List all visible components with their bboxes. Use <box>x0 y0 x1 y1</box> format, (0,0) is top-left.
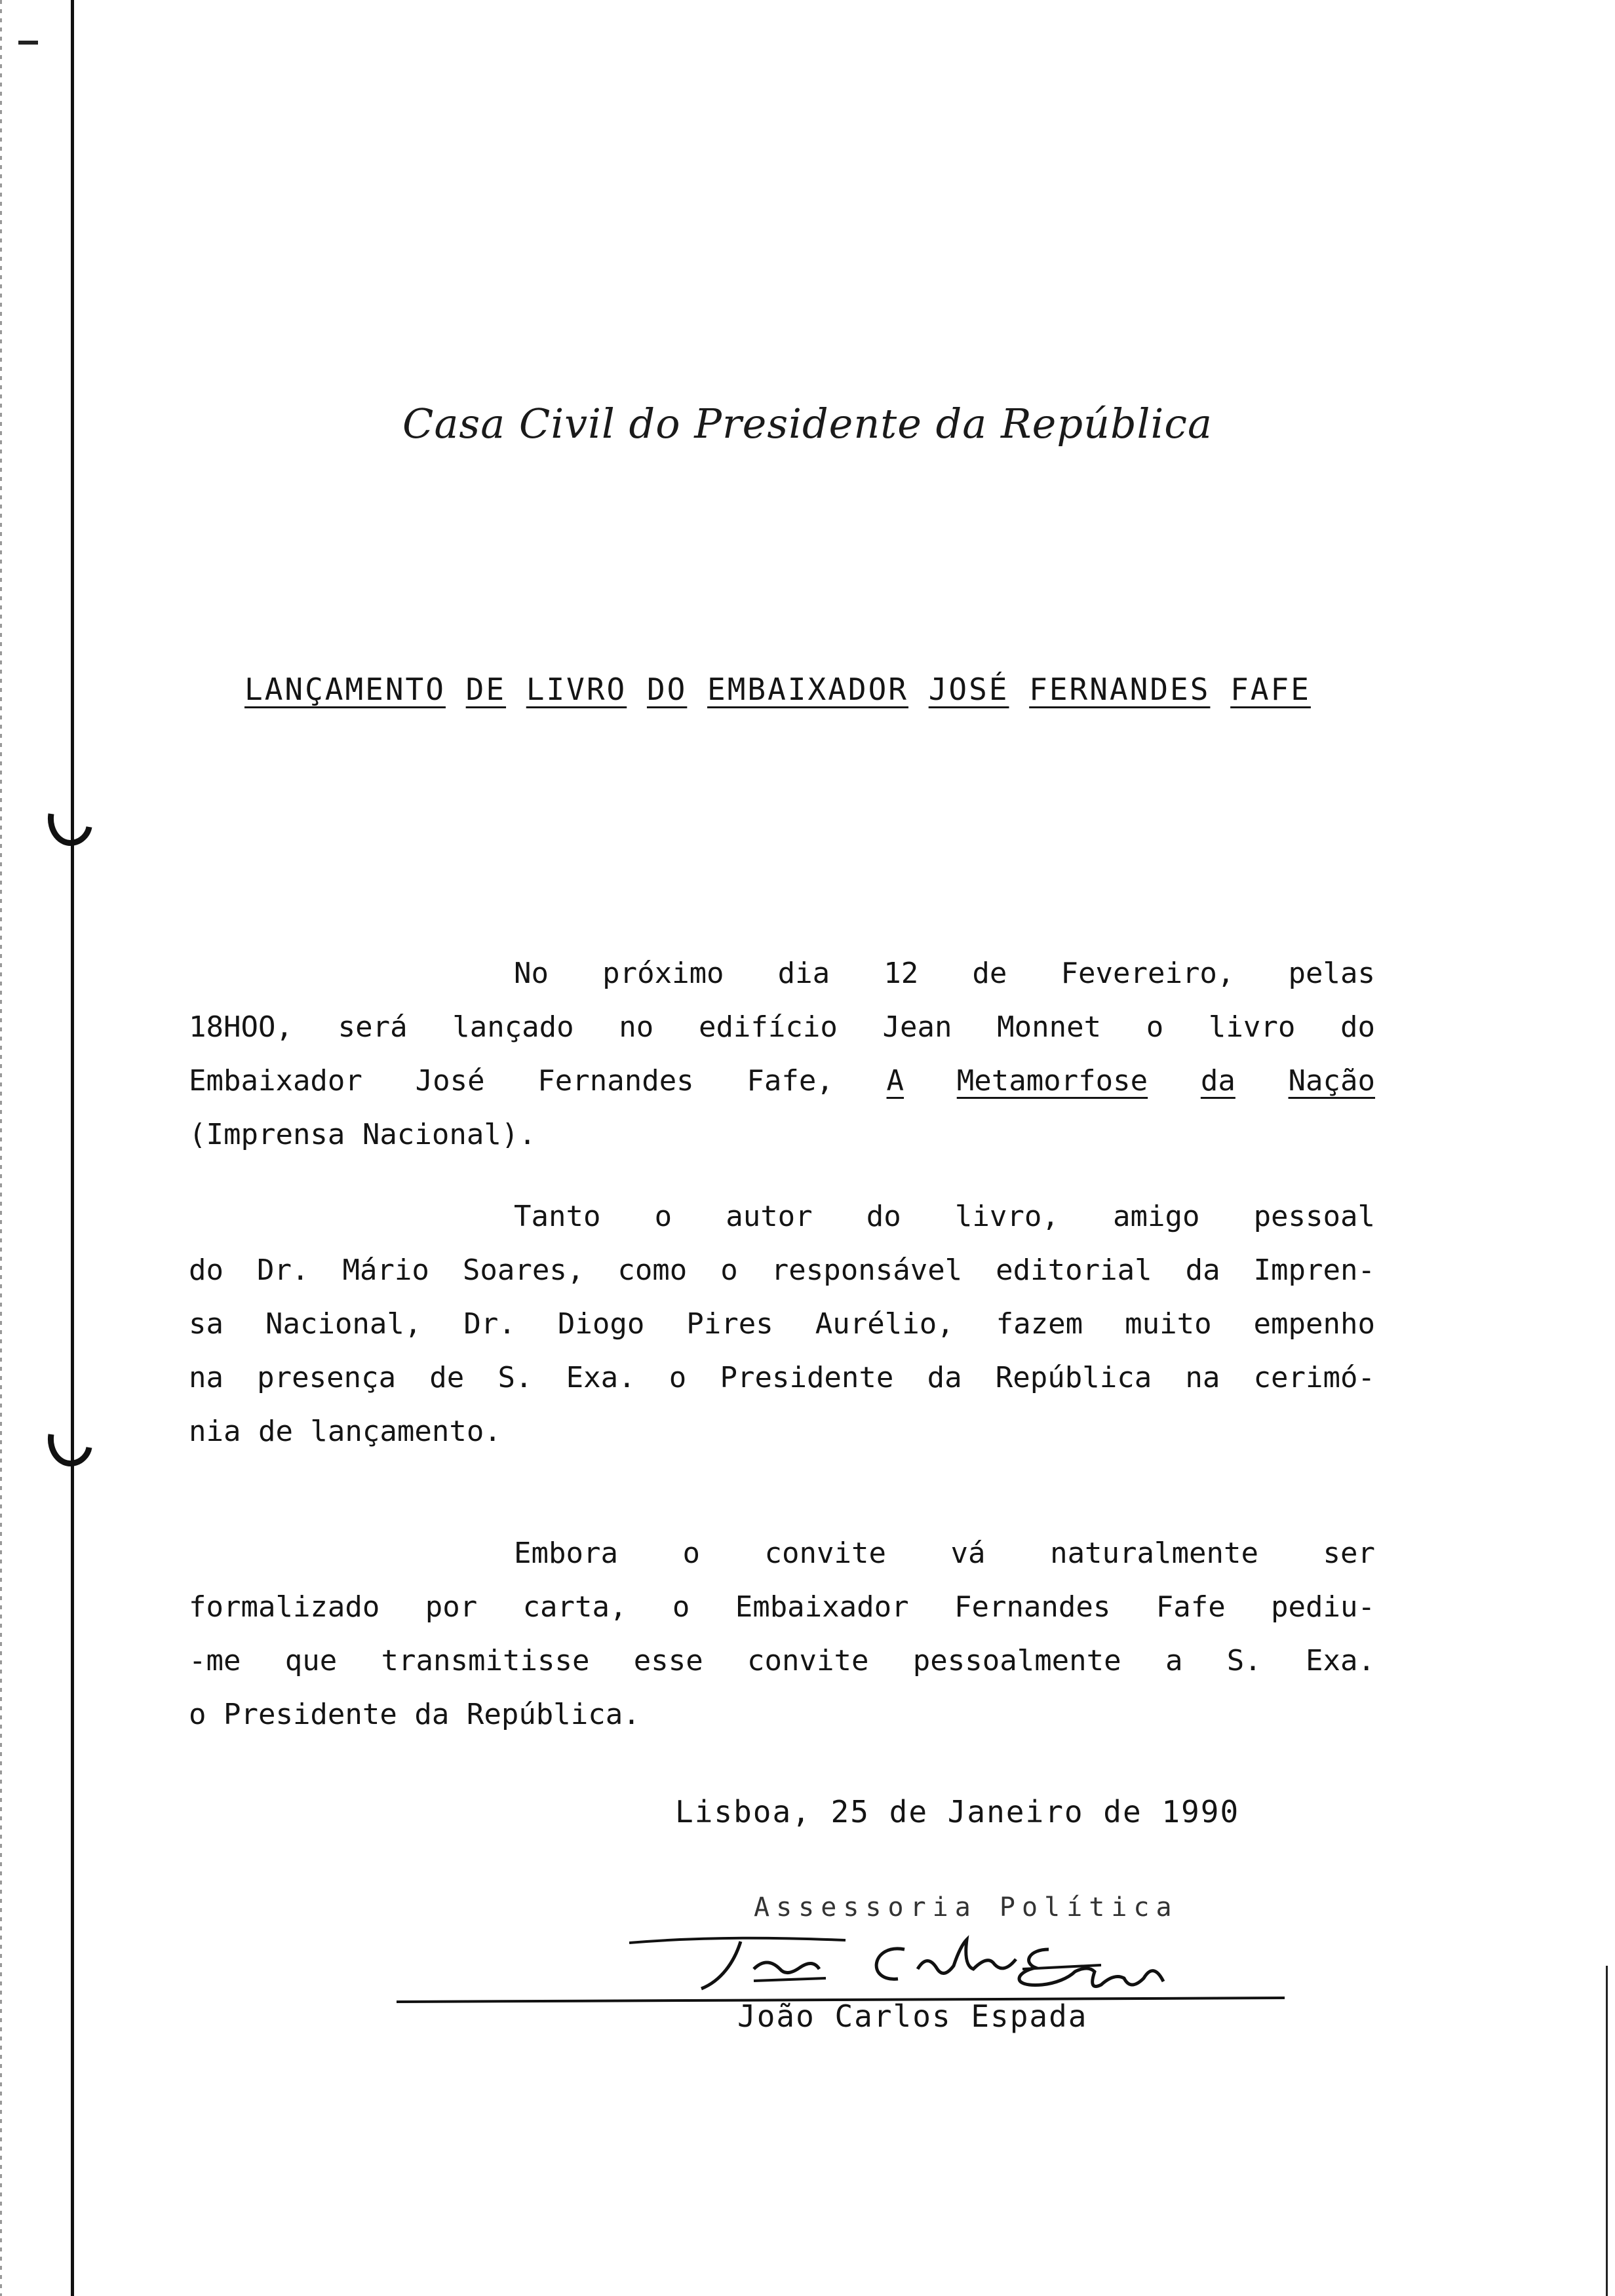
text-line: o Presidente da República. <box>189 1698 640 1731</box>
corner-mark <box>18 41 38 45</box>
paragraph-2 <box>189 1190 1375 1459</box>
book-title-word: Nação <box>1288 1064 1375 1098</box>
title-word: DE <box>465 672 507 707</box>
text-segment: Embaixador José Fernandes Fafe, <box>189 1064 834 1098</box>
text-line: No próximo dia 12 de Fevereiro, pelas <box>514 957 1375 990</box>
department-stamp: Assessoria Política <box>754 1892 1178 1923</box>
title-word: LANÇAMENTO <box>244 672 446 707</box>
book-title-word: A <box>886 1064 905 1098</box>
scan-edge-right <box>1606 1966 1608 2296</box>
title-word: FAFE <box>1230 672 1311 707</box>
book-title-word: Metamorfose <box>956 1064 1148 1098</box>
text-line: na presença de S. Exa. o Presidente da República na cerimó- <box>189 1361 1375 1394</box>
dateline: Lisboa, 25 de Janeiro de 1990 <box>675 1794 1240 1829</box>
letterhead: Casa Civil do Presidente da República <box>402 400 1213 448</box>
text-line: 18HOO, será lançado no edifício Jean Monnet o livro do <box>189 1010 1375 1044</box>
title-word: JOSÉ <box>928 672 1009 707</box>
text-line: do Dr. Mário Soares, como o responsável editorial da Impren- <box>189 1253 1375 1287</box>
scan-edge <box>0 0 2 2296</box>
paragraph-3 <box>189 1527 1375 1742</box>
text-line: nia de lançamento. <box>189 1415 501 1448</box>
title-word: DO <box>646 672 688 707</box>
title-word: LIVRO <box>526 672 627 707</box>
binder-ring-icon <box>47 805 93 851</box>
binder-margin-line <box>71 0 74 2296</box>
book-title-word: da <box>1200 1064 1236 1098</box>
signatory-name: João Carlos Espada <box>737 1999 1088 2034</box>
handwritten-signature <box>629 1923 1285 2002</box>
document-title <box>244 672 1385 707</box>
text-line <box>189 1054 1375 1108</box>
paragraph-1 <box>189 947 1375 1162</box>
text-line: Embora o convite vá naturalmente ser <box>514 1537 1375 1570</box>
binder-ring-icon <box>47 1425 93 1471</box>
text-line: sa Nacional, Dr. Diogo Pires Aurélio, fazem muito empenho <box>189 1307 1375 1341</box>
title-word: FERNANDES <box>1029 672 1211 707</box>
text-line: -me que transmitisse esse convite pessoalmente a S. Exa. <box>189 1644 1375 1677</box>
text-line: formalizado por carta, o Embaixador Fernandes Fafe pediu- <box>189 1590 1375 1624</box>
title-word: EMBAIXADOR <box>707 672 908 707</box>
text-line: Tanto o autor do livro, amigo pessoal <box>514 1200 1375 1233</box>
text-line: (Imprensa Nacional). <box>189 1118 536 1151</box>
